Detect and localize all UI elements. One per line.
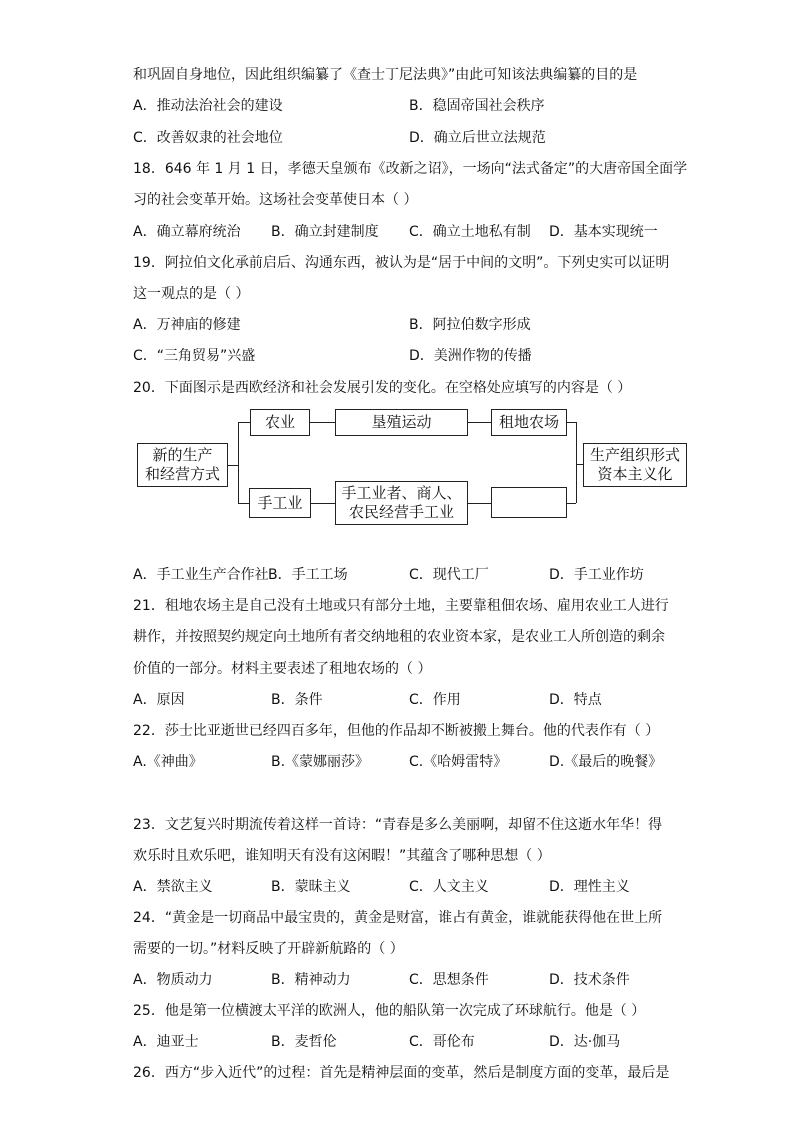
q18-option-c[interactable]: C．确立土地私有制 — [409, 224, 531, 240]
box-capitalist-organization — [583, 443, 687, 487]
q25-option-d[interactable]: D．达·伽马 — [549, 1034, 621, 1050]
q17-text: 和巩固自身地位，因此组织编纂了《查士丁尼法典》”由此可知该法典编纂的目的是 — [133, 67, 638, 83]
connector-right-vertical — [576, 422, 577, 503]
connector-agri-enclosure — [310, 422, 335, 423]
q21-option-b[interactable]: B．条件 — [271, 692, 323, 708]
q24-option-a[interactable]: A．物质动力 — [133, 972, 213, 988]
q23-text-2: 欢乐时且欢乐吧，谁知明天有没有这闲暇！”其蕴含了哪种思想（ ） — [133, 848, 551, 864]
box-workers — [335, 481, 468, 525]
connector-left-vertical — [238, 422, 239, 503]
q20-option-b[interactable]: B．手工工场 — [268, 567, 348, 583]
connector-farm-right — [567, 422, 576, 423]
q18-text-2: 习的社会变革开始。这场社会变革使日本（ ） — [133, 192, 418, 208]
q20-option-a[interactable]: A．手工业生产合作社 — [133, 567, 269, 583]
box-enclosure: 垦殖运动 — [335, 409, 468, 436]
box-blank-answer[interactable] — [491, 487, 567, 518]
q21-option-c[interactable]: C．作用 — [409, 692, 461, 708]
box-workers-line2: 农民经营手工业 — [348, 503, 454, 521]
q19-text-2: 这一观点的是（ ） — [133, 286, 250, 302]
q23-option-b[interactable]: B．蒙昧主义 — [271, 879, 351, 895]
q18-option-a[interactable]: A．确立幕府统治 — [133, 224, 241, 240]
q23-option-a[interactable]: A．禁欲主义 — [133, 879, 213, 895]
q23-option-d[interactable]: D．理性主义 — [549, 879, 630, 895]
q22-option-b[interactable]: B.《蒙娜丽莎》 — [271, 754, 370, 770]
q17-option-d[interactable]: D．确立后世立法规范 — [409, 130, 546, 146]
q25-option-b[interactable]: B．麦哲伦 — [271, 1034, 337, 1050]
q17-option-a[interactable]: A．推动法治社会的建设 — [133, 98, 283, 114]
box-capitalist-line1: 生产组织形式 — [589, 446, 680, 464]
q22-option-a[interactable]: A.《神曲》 — [133, 754, 203, 770]
q19-option-d[interactable]: D．美洲作物的传播 — [409, 348, 532, 364]
q24-option-c[interactable]: C．思想条件 — [409, 972, 489, 988]
q23-text-1: 23．文艺复兴时期流传着这样一首诗：“青春是多么美丽啊，却留不住这逝水年华！得 — [133, 817, 663, 833]
q21-text-2: 耕作，并按照契约规定向土地所有者交纳地租的农业资本家，是农业工人所创造的剩余 — [133, 629, 665, 645]
q21-text-1: 21．租地农场主是自己没有土地或只有部分土地，主要靠租佃农场、雇用农业工人进行 — [133, 598, 669, 614]
box-agriculture: 农业 — [250, 409, 310, 436]
connector-blank-right — [567, 503, 576, 504]
q25-option-c[interactable]: C．哥伦布 — [409, 1034, 475, 1050]
q18-text-1: 18．646 年 1 月 1 日，孝德天皇颁布《改新之诏》，一场向“法式备定”的大唐帝国全面学 — [133, 161, 688, 177]
q17-option-b[interactable]: B．稳固帝国社会秩序 — [409, 98, 545, 114]
connector-handicraft-workers — [311, 503, 335, 504]
q19-option-b[interactable]: B．阿拉伯数字形成 — [409, 317, 531, 333]
q21-option-d[interactable]: D．特点 — [549, 692, 602, 708]
connector-to-handicraft — [238, 503, 249, 504]
q22-option-d[interactable]: D.《最后的晚餐》 — [549, 754, 663, 770]
q21-option-a[interactable]: A．原因 — [133, 692, 185, 708]
q24-text-1: 24．“黄金是一切商品中最宝贵的，黄金是财富，谁占有黄金，谁就能获得他在世上所 — [133, 910, 663, 926]
q17-option-c[interactable]: C．改善奴隶的社会地位 — [133, 130, 283, 146]
q24-text-2: 需要的一切。”材料反映了开辟新航路的（ ） — [133, 941, 404, 957]
connector-right-stub — [576, 464, 583, 465]
q26-text: 26．西方“步入近代”的过程：首先是精神层面的变革，然后是制度方面的变革，最后是 — [133, 1065, 670, 1081]
q19-text-1: 19．阿拉伯文化承前启后、沟通东西，被认为是“居于中间的文明”。下列史实可以证明 — [133, 255, 670, 271]
box-handicraft: 手工业 — [249, 488, 311, 518]
connector-left-stub — [228, 465, 238, 466]
q22-text: 22．莎士比亚逝世已经四百多年，但他的作品却不断被搬上舞台。他的代表作有（ ） — [133, 723, 660, 739]
connector-enclosure-farm — [468, 422, 491, 423]
q20-option-d[interactable]: D．手工业作坊 — [549, 567, 644, 583]
box-new-production-mode — [137, 443, 228, 487]
q25-text: 25．他是第一位横渡太平洋的欧洲人，他的船队第一次完成了环球航行。他是（ ） — [133, 1003, 646, 1019]
q21-text-3: 价值的一部分。材料主要表述了租地农场的（ ） — [133, 661, 432, 677]
q19-option-a[interactable]: A．万神庙的修建 — [133, 317, 241, 333]
q18-option-d[interactable]: D．基本实现统一 — [549, 224, 658, 240]
box-leased-farm: 租地农场 — [491, 409, 567, 436]
box-new-production-mode-line1: 新的生产 — [152, 446, 213, 464]
q18-option-b[interactable]: B．确立封建制度 — [271, 224, 379, 240]
connector-to-agri — [238, 422, 250, 423]
q20-option-c[interactable]: C．现代工厂 — [409, 567, 489, 583]
q25-option-a[interactable]: A．迪亚士 — [133, 1034, 199, 1050]
box-capitalist-line2: 资本主义化 — [597, 465, 673, 483]
box-workers-line1: 手工业者、商人、 — [341, 484, 462, 502]
q19-option-c[interactable]: C．“三角贸易”兴盛 — [133, 348, 256, 364]
q24-option-d[interactable]: D．技术条件 — [549, 972, 630, 988]
q22-option-c[interactable]: C.《哈姆雷特》 — [409, 754, 508, 770]
q23-option-c[interactable]: C．人文主义 — [409, 879, 489, 895]
connector-workers-blank — [468, 503, 491, 504]
q24-option-b[interactable]: B．精神动力 — [271, 972, 351, 988]
q20-text: 20．下面图示是西欧经济和社会发展引发的变化。在空格处应填写的内容是（ ） — [133, 380, 632, 396]
box-new-production-mode-line2: 和经营方式 — [144, 465, 220, 483]
